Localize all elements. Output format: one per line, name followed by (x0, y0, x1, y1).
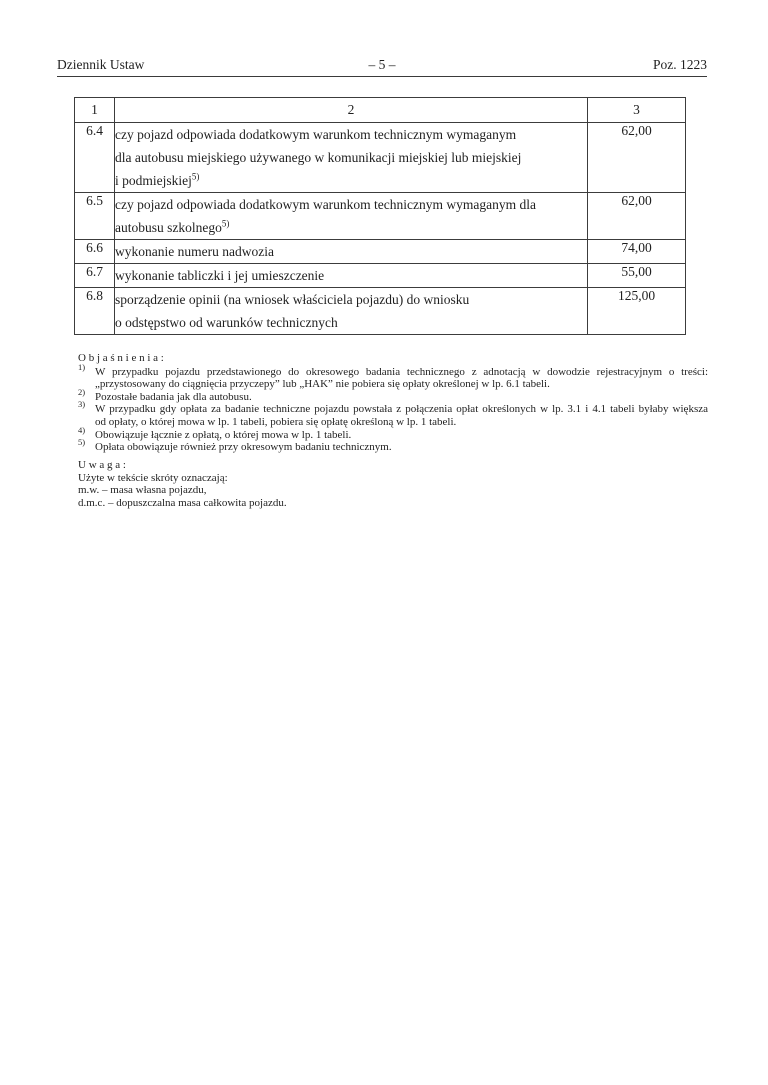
description-line: dla autobusu miejskiego używanego w komunikacji miejskiej lub miejskiej (115, 150, 522, 165)
table-row (75, 240, 686, 264)
table-row (75, 193, 686, 240)
fees-table (74, 97, 686, 335)
notes-section (78, 352, 708, 454)
row-fee: 62,00 (588, 193, 686, 240)
footnote (78, 361, 708, 391)
footnote-line: W przypadku pojazdu przedstawionego do okresowego badania technicznego z adnotacją w dowodzie rejestracyjnym o treści: (95, 365, 708, 378)
remark-line: d.m.c. – dopuszczalna masa całkowita pojazdu. (78, 496, 287, 509)
row-description (115, 264, 588, 288)
footnote (78, 437, 708, 454)
row-fee: 55,00 (588, 264, 686, 288)
footnote-ref: 5) (221, 218, 230, 229)
row-number: 6.5 (75, 193, 115, 240)
footnote-marker: 2) (78, 386, 86, 397)
row-description (115, 240, 588, 264)
table-header-cell: 1 (75, 98, 115, 123)
footnote (78, 399, 708, 428)
footnote-line: W przypadku gdy opłata za badanie techniczne pojazdu powstała z połączenia opłat określonych w lp. 3.1 i 4.1 tabeli byłaby większa (95, 403, 708, 416)
footnote-line: Obowiązuje łącznie z opłatą, o której mowa w lp. 1 tabeli. (95, 428, 352, 441)
remark-line: m.w. – masa własna pojazdu, (78, 484, 207, 497)
row-number: 6.8 (75, 288, 115, 335)
row-fee: 125,00 (588, 288, 686, 335)
description-line: sporządzenie opinii (na wniosek właściciela pojazdu) do wniosku (115, 292, 470, 307)
table-header-cell: 3 (588, 98, 686, 123)
footnote-marker: 5) (78, 437, 86, 448)
row-number: 6.7 (75, 264, 115, 288)
description-line: o odstępstwo od warunków technicznych (115, 315, 338, 330)
footnote (78, 424, 708, 442)
table-row (75, 288, 686, 335)
description-line: wykonanie numeru nadwozia (115, 244, 274, 259)
remarks-section (78, 459, 708, 509)
footnote-marker: 4) (78, 424, 86, 435)
description-line: autobusu szkolnego$^{5)}$ (115, 218, 230, 235)
running-head (57, 57, 707, 77)
table-row (75, 123, 686, 193)
footnote-marker: 3) (78, 399, 86, 410)
row-number: 6.4 (75, 123, 115, 193)
footnote-line: „przystosowany do ciągnięcia przyczepy” lub „HAK” nie pobiera się opłaty określonej w lp. 6.1 tabeli. (95, 378, 550, 391)
journal-title: Dziennik Ustaw (57, 57, 145, 72)
footnote-marker: 1) (78, 361, 86, 372)
description-line: czy pojazd odpowiada dodatkowym warunkom technicznym wymaganym (115, 127, 517, 142)
notes-heading: O b j a ś n i e n i a : (78, 352, 164, 364)
position-number: Poz. 1223 (653, 57, 708, 72)
table-row (75, 264, 686, 288)
description-line: czy pojazd odpowiada dodatkowym warunkom technicznym wymaganym dla (115, 197, 537, 212)
row-description (115, 123, 588, 193)
footnote-line: Pozostałe badania jak dla autobusu. (95, 390, 252, 403)
description-line: wykonanie tabliczki i jej umieszczenie (115, 268, 325, 283)
row-fee: 74,00 (588, 240, 686, 264)
footnote (78, 386, 708, 404)
page-number: – 5 – (368, 57, 396, 72)
table-header-cell: 2 (115, 98, 588, 123)
footnote-line: od opłaty, o której mowa w lp. 1 tabeli, pobiera się opłatę określoną w lp. 1 tabeli. (95, 415, 457, 428)
remark-line: Użyte w tekście skróty oznaczają: (78, 471, 228, 484)
row-description (115, 193, 588, 240)
row-fee: 62,00 (588, 123, 686, 193)
row-number: 6.6 (75, 240, 115, 264)
description-line: i podmiejskiej$^{5)}$ (115, 171, 200, 188)
remarks-heading: U w a g a : (78, 459, 126, 471)
footnote-line: Opłata obowiązuje również przy okresowym badaniu technicznym. (95, 441, 392, 454)
table-header-row (75, 98, 686, 123)
footnote-ref: 5) (191, 171, 200, 182)
row-description (115, 288, 588, 335)
